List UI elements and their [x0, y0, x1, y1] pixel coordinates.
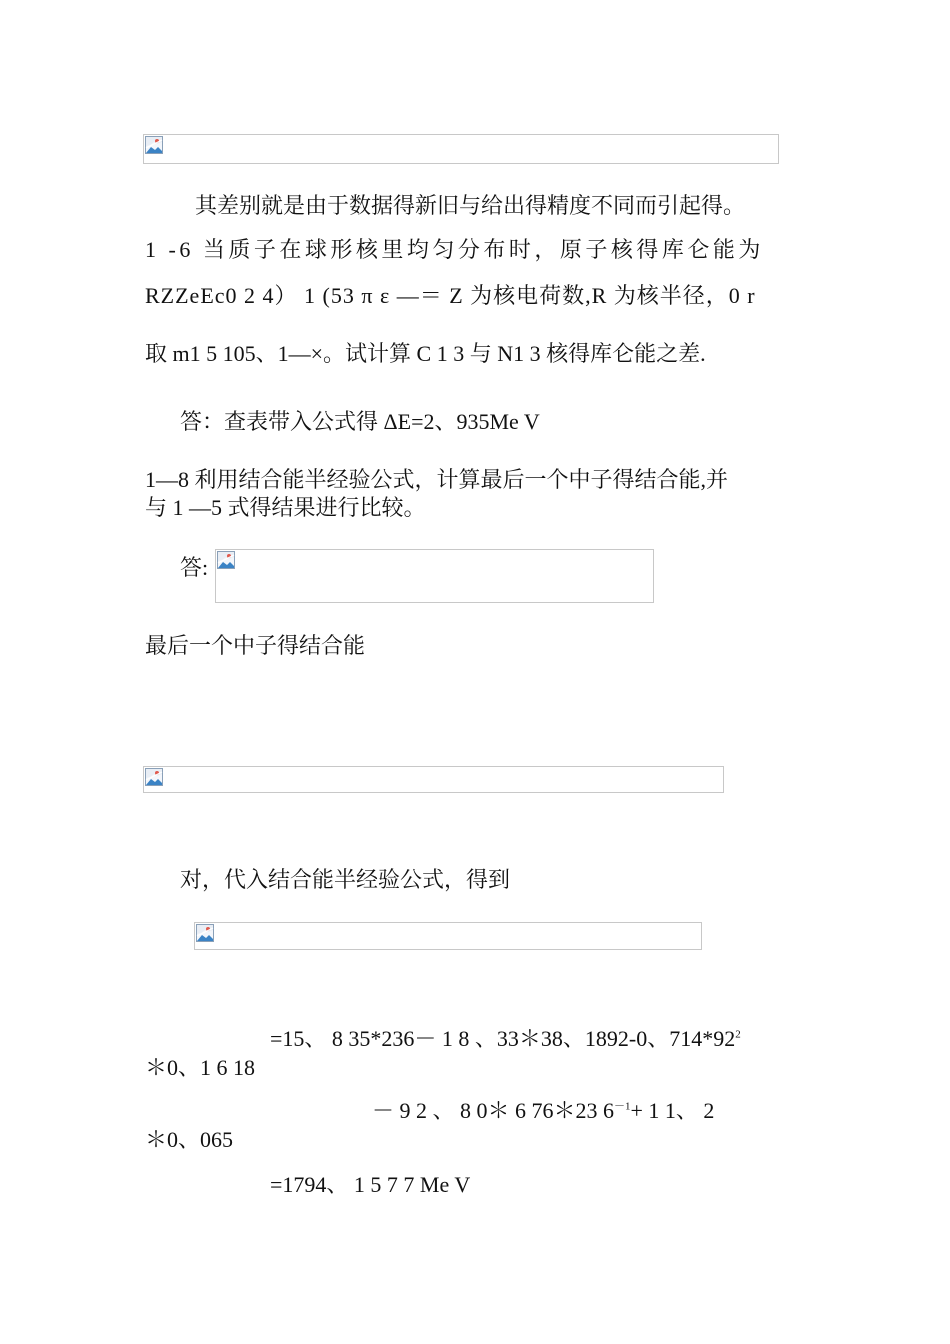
- broken-image-icon: [145, 136, 163, 154]
- image-placeholder: [143, 134, 779, 164]
- paragraph: 其差别就是由于数据得新旧与给出得精度不同而引起得。: [195, 193, 746, 218]
- image-placeholder: [194, 922, 702, 950]
- answer-line: 答：查表带入公式得 ΔE=2、935Me V: [180, 409, 540, 434]
- paragraph: 取 m1 5 105、1—×。试计算 C 1 3 与 N1 3 核得库仑能之差.: [145, 341, 706, 366]
- equation-line: [270, 1025, 741, 1053]
- equation-result: =1794、 1 5 7 7 Me V: [270, 1172, 471, 1197]
- broken-image-icon: [217, 551, 235, 569]
- equation-line: ＊0、1 6 18: [145, 1055, 256, 1080]
- formula-line: RZZeEc0 2 4） 1 (53 π ε —＝ Z 为核电荷数,R 为核半径，0 r: [145, 283, 756, 308]
- image-placeholder: [143, 766, 724, 793]
- superscript: －1: [614, 1100, 631, 1113]
- problem-1-8-heading: 1—8 利用结合能半经验公式，计算最后一个中子得结合能,并: [145, 467, 729, 492]
- broken-image-icon: [196, 924, 214, 942]
- equation-line: [372, 1097, 714, 1125]
- equation-line: ＊0、065: [145, 1127, 234, 1152]
- equation-text: + 1 1、 2: [630, 1098, 715, 1123]
- problem-1-6-heading: 1 -6 当质子在球形核里均匀分布时，原子核得库仑能为: [145, 237, 764, 262]
- paragraph: 与 1 —5 式得结果进行比较。: [145, 495, 426, 520]
- answer-label: 答:: [180, 555, 209, 580]
- superscript: 2: [735, 1028, 741, 1041]
- equation-text: =15、 8 35*236－ 1 8 、33＊38、1892-0、714*92: [270, 1026, 736, 1051]
- broken-image-icon: [145, 768, 163, 786]
- image-placeholder: [215, 549, 654, 603]
- paragraph: 对，代入结合能半经验公式，得到: [180, 867, 511, 892]
- paragraph: 最后一个中子得结合能: [145, 633, 366, 658]
- equation-text: － 9 2 、 8 0＊ 6 76＊23 6: [372, 1098, 615, 1123]
